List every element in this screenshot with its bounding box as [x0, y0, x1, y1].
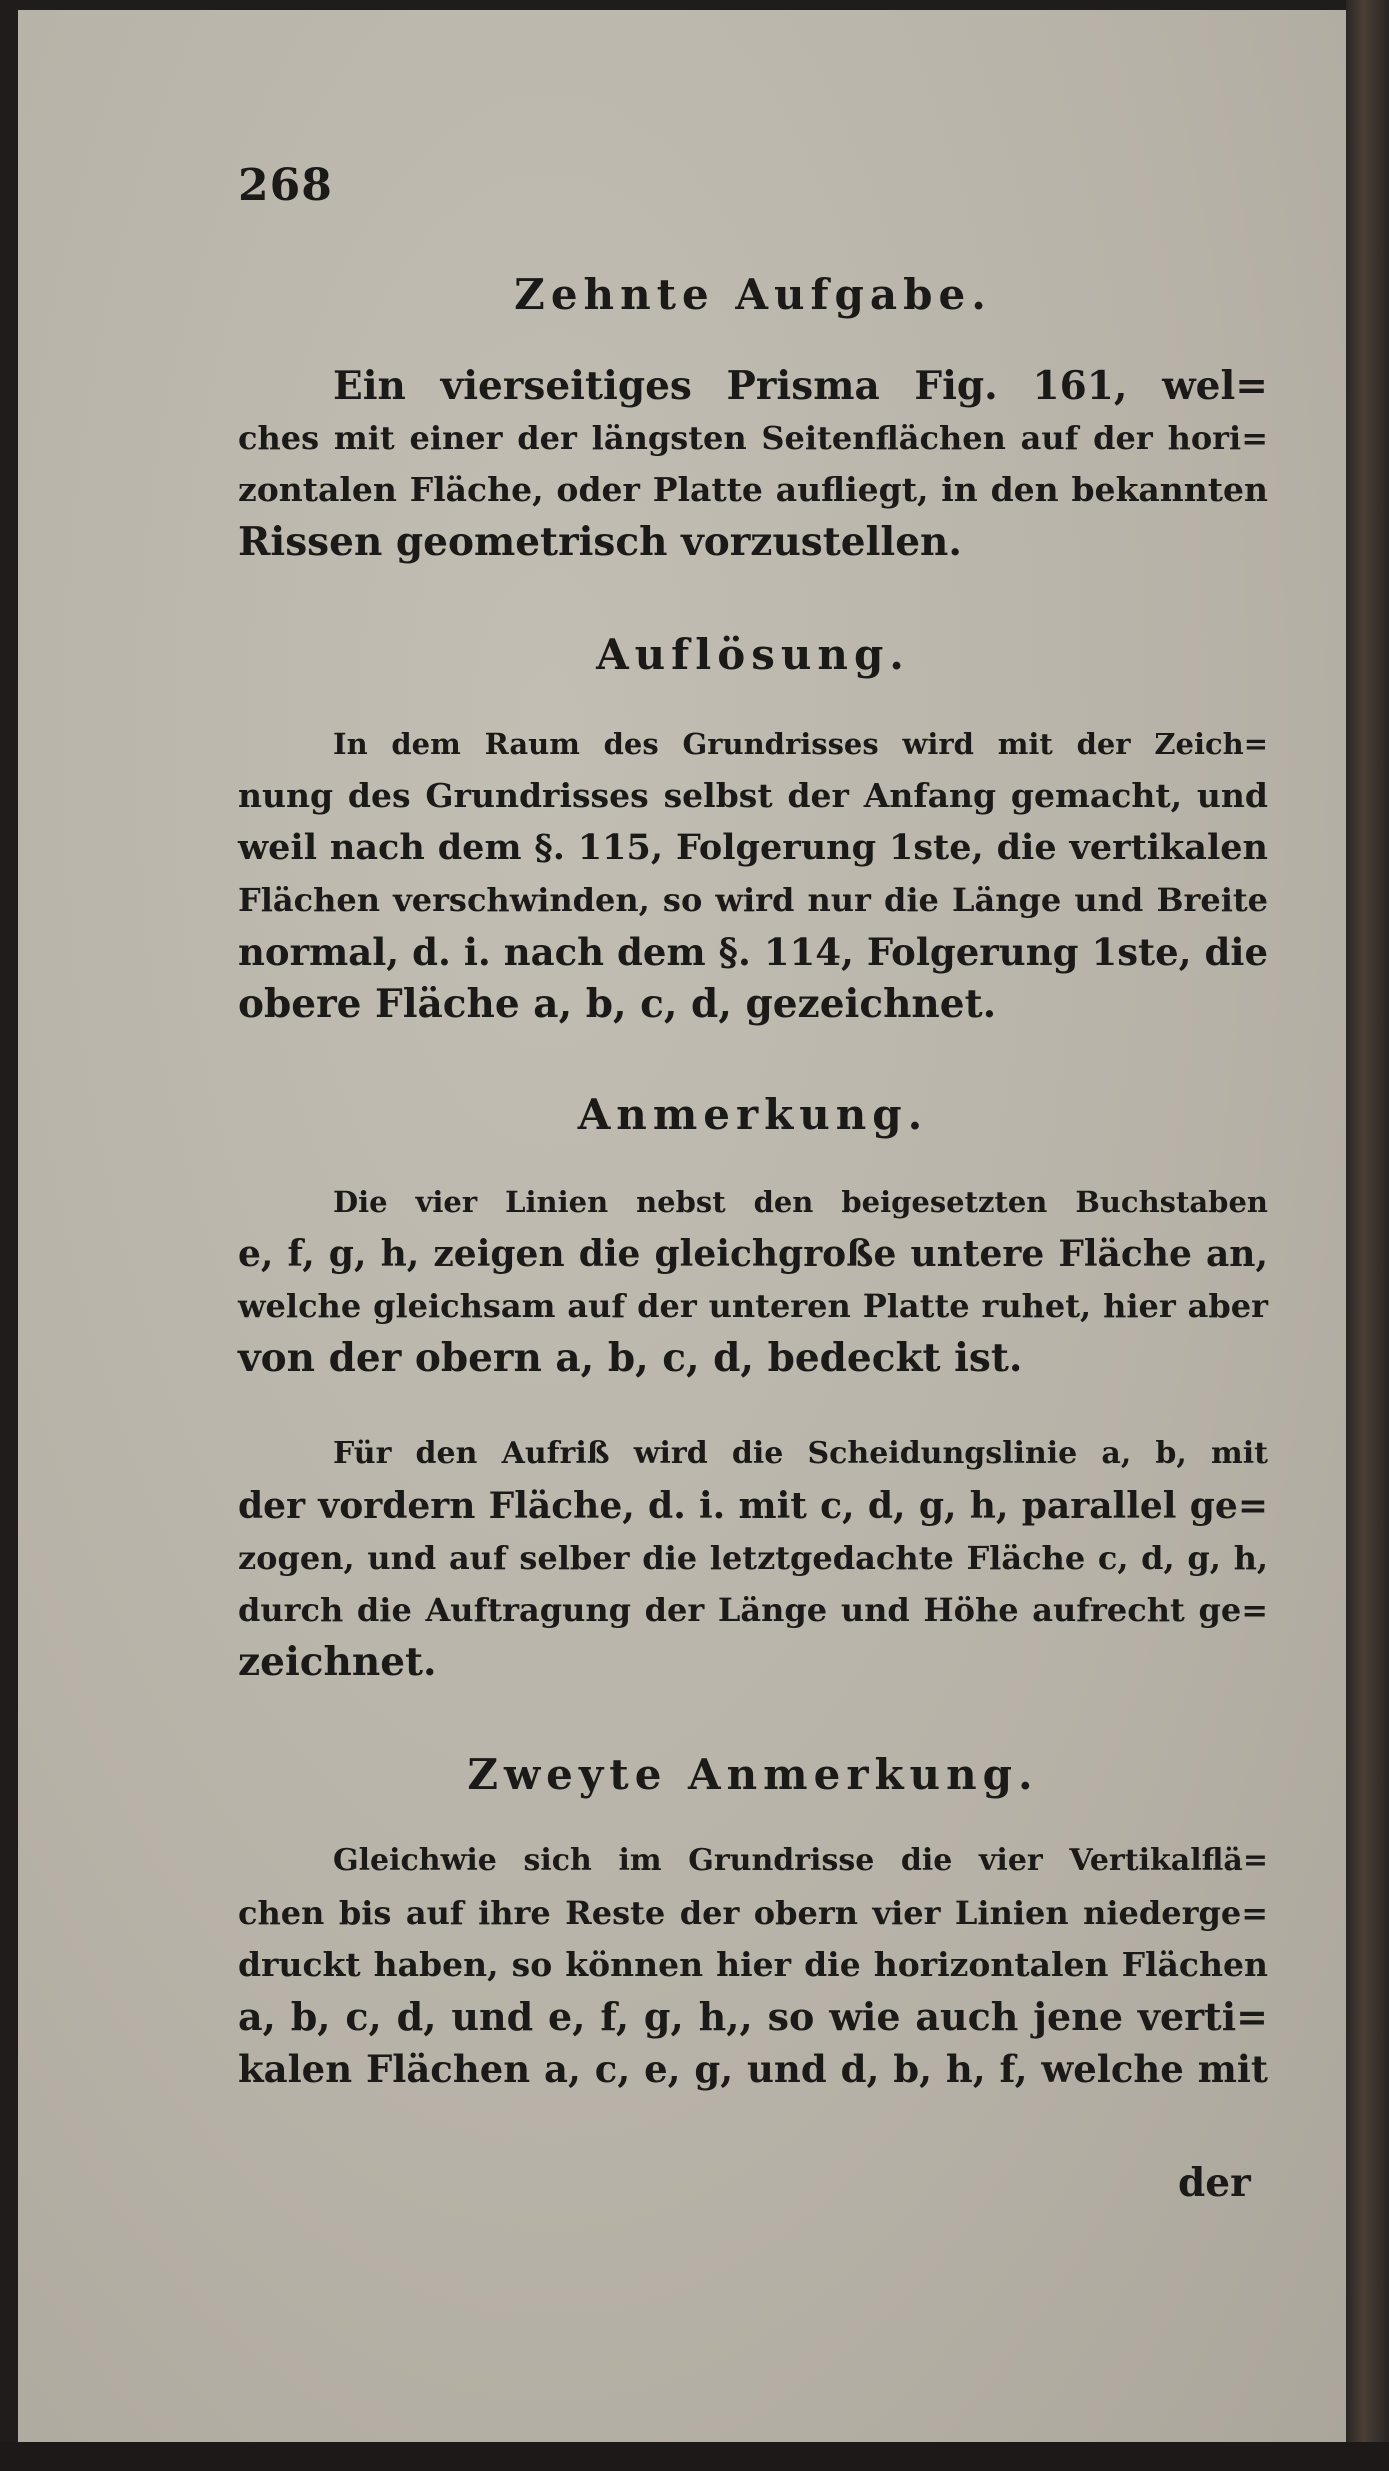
- text-line: Gleichwie sich im Grundrisse die vier Vertikalflä=: [333, 1843, 1268, 1878]
- paragraph-zweyte-anmerkung: [238, 1835, 1268, 2095]
- text-line: Rissen geometrisch vorzustellen.: [238, 519, 962, 565]
- paragraph-aufgabe: [238, 360, 1268, 568]
- text-line: chen bis auf ihre Reste der obern vier Linien niederge=: [238, 1894, 1268, 1932]
- paragraph-anmerkung: [238, 1176, 1268, 1384]
- text-line: normal, d. i. nach dem §. 114, Folgerung 1ste, die: [238, 930, 1268, 974]
- text-line: druckt haben, so können hier die horizontalen Flächen: [238, 1945, 1268, 1984]
- text-line: In dem Raum des Grundrisses wird mit der Zeich=: [333, 727, 1268, 761]
- paragraph-aufloesung: [238, 718, 1268, 1030]
- text-line: ches mit einer der längsten Seitenflächen auf der hori=: [238, 419, 1268, 457]
- text-line: weil nach dem §. 115, Folgerung 1ste, die vertikalen: [238, 827, 1268, 868]
- text-line: nung des Grundrisses selbst der Anfang gemacht, und: [238, 776, 1268, 815]
- text-line: obere Fläche a, b, c, d, gezeichnet.: [238, 981, 997, 1027]
- text-line: e, f, g, h, zeigen die gleichgroße untere Fläche an,: [238, 1233, 1268, 1275]
- section-heading-zehnte-aufgabe: Zehnte Aufgabe.: [514, 270, 992, 319]
- section-heading-aufloesung: Auflösung.: [596, 630, 910, 679]
- text-line: zontalen Fläche, oder Platte aufliegt, in den bekannten: [238, 470, 1268, 509]
- text-line: a, b, c, d, und e, f, g, h,, so wie auch jene verti=: [238, 1994, 1268, 2039]
- text-line: Ein vierseitiges Prisma Fig. 161, wel=: [333, 363, 1268, 409]
- text-line: welche gleichsam auf der unteren Platte ruhet, hier aber: [238, 1287, 1268, 1325]
- text-line: von der obern a, b, c, d, bedeckt ist.: [238, 1335, 1023, 1381]
- text-line: Flächen verschwinden, so wird nur die Länge und Breite: [238, 881, 1268, 919]
- section-heading-anmerkung: Anmerkung.: [577, 1090, 929, 1139]
- paragraph-aufriss: [238, 1428, 1268, 1688]
- section-heading-zweyte-anmerkung: Zweyte Anmerkung.: [467, 1750, 1039, 1799]
- text-line: der vordern Fläche, d. i. mit c, d, g, h, parallel ge=: [238, 1485, 1268, 1527]
- book-page: [18, 10, 1346, 2442]
- text-line: kalen Flächen a, c, e, g, und d, b, h, f, welche mit: [238, 2047, 1268, 2091]
- text-line: Für den Aufriß wird die Scheidungslinie a, b, mit: [333, 1436, 1268, 1471]
- book-edge-right: [1346, 0, 1389, 2471]
- text-line: durch die Auftragung der Länge und Höhe aufrecht ge=: [238, 1591, 1268, 1629]
- catchword: der: [1178, 2160, 1251, 2206]
- book-edge-bottom: [0, 2442, 1389, 2471]
- text-line: Die vier Linien nebst den beigesetzten Buchstaben: [333, 1185, 1268, 1219]
- text-line: zeichnet.: [238, 1639, 437, 1685]
- page-number: 268: [238, 160, 333, 211]
- text-line: zogen, und auf selber die letztgedachte Fläche c, d, g, h,: [238, 1539, 1268, 1577]
